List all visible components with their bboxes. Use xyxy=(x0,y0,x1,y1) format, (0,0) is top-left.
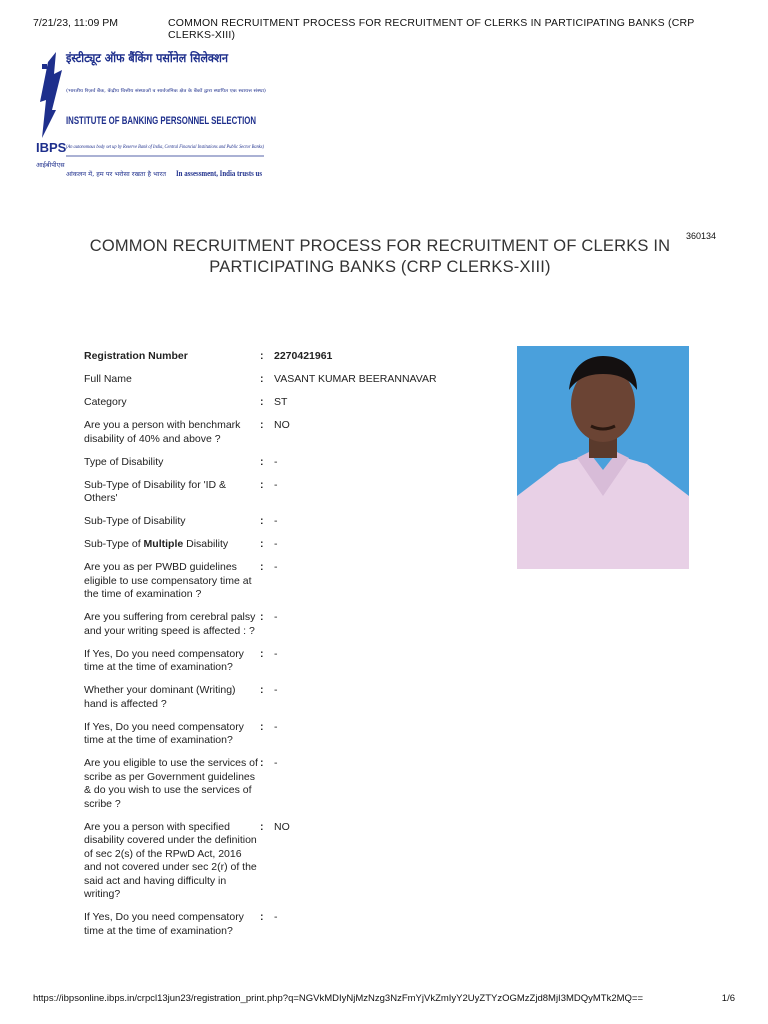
field-value: - xyxy=(274,684,278,696)
field-value: - xyxy=(274,757,278,769)
field-compensatory-time-3 xyxy=(84,911,484,938)
field-label: Type of Disability xyxy=(84,455,164,468)
field-value: VASANT KUMAR BEERANNAVAR xyxy=(274,373,437,385)
field-value: - xyxy=(274,478,278,491)
field-label: Full Name xyxy=(84,373,132,385)
field-label xyxy=(84,538,260,552)
page-url: https://ibpsonline.ibps.in/crpcl13jun23/registration_print.php?q=NGVkMDIyNjMzNzg3NzFmYjVkZmIyY2UyZTYzOGMzZjd8MjI3MDQyMTk2MQ== xyxy=(33,993,644,1004)
field-colon: : xyxy=(260,911,264,923)
field-colon: : xyxy=(260,538,264,550)
field-colon: : xyxy=(260,515,264,527)
field-value: - xyxy=(274,538,278,550)
field-subtype-id-others xyxy=(84,479,484,506)
field-label: If Yes, Do you need compensatory time at the time of examination? xyxy=(84,720,244,746)
field-specified-disability xyxy=(84,821,484,902)
field-colon: : xyxy=(260,373,264,385)
field-scribe-services xyxy=(84,757,484,811)
field-colon: : xyxy=(260,419,264,431)
field-category xyxy=(84,396,484,410)
field-colon: : xyxy=(260,820,264,833)
field-colon: : xyxy=(260,561,264,573)
field-cerebral-palsy xyxy=(84,611,484,638)
label-suffix: Disability xyxy=(183,538,229,550)
field-value: NO xyxy=(274,419,290,431)
print-title: COMMON RECRUITMENT PROCESS FOR RECRUITMENT OF CLERKS IN PARTICIPATING BANKS (CRP CLERKS-XIII) xyxy=(168,17,695,41)
logo-hindi-abbr: आईबीपीएस xyxy=(36,161,65,169)
field-colon: : xyxy=(260,684,264,696)
field-label: Sub-Type of Disability for 'ID & Others' xyxy=(84,478,227,504)
logo-hindi-tagline: आंकलन में, हम पर भरोसा रखता है भारत xyxy=(66,171,157,178)
field-value: NO xyxy=(274,820,290,833)
logo-english-tagline: In assessment, India trusts us xyxy=(176,169,262,178)
field-colon: : xyxy=(260,350,264,362)
field-value: ST xyxy=(274,396,288,408)
label-prefix: Sub-Type of xyxy=(84,538,144,550)
logo-hindi-sub: (भारतीय रिज़र्व बैंक, केंद्रीय वित्तीय संस्थाओं व सार्वजनिक क्षेत्र के बैंकों द्वारा स्थापित एक स्वायत्त संस्था) xyxy=(66,89,227,94)
field-label: Category xyxy=(84,396,127,408)
field-label: Registration Number xyxy=(84,350,188,362)
field-benchmark-disability xyxy=(84,419,484,446)
field-label: Are you a person with specified disability covered under the definition of sec 2(s) of the RPwD Act, 2016 and not covered under sec 2(r) of the said act and having difficulty in writing? xyxy=(84,820,257,900)
candidate-photo xyxy=(517,346,689,569)
field-colon: : xyxy=(260,455,264,468)
field-colon: : xyxy=(260,478,264,491)
field-colon: : xyxy=(260,611,264,623)
page-title: COMMON RECRUITMENT PROCESS FOR RECRUITMENT OF CLERKS IN PARTICIPATING BANKS (CRP CLERKS-XIII) xyxy=(89,237,671,276)
field-colon: : xyxy=(260,757,264,769)
field-value: - xyxy=(274,647,278,660)
field-value: - xyxy=(274,611,278,623)
registration-details xyxy=(84,350,484,948)
page-number: 1/6 xyxy=(721,993,735,1004)
ibps-logo xyxy=(34,40,316,190)
logo-mark-text: IBPS xyxy=(36,140,67,155)
field-subtype-of-disability xyxy=(84,515,484,529)
field-dominant-hand xyxy=(84,684,484,711)
field-colon: : xyxy=(260,396,264,408)
field-full-name xyxy=(84,373,484,387)
field-compensatory-time-1 xyxy=(84,648,484,675)
field-label: Sub-Type of Disability xyxy=(84,515,186,527)
print-date-time: 7/21/23, 11:09 PM xyxy=(33,17,119,29)
logo-english-name: INSTITUTE OF BANKING PERSONNEL SELECTION xyxy=(66,115,257,127)
field-value: - xyxy=(274,720,278,733)
field-value: - xyxy=(274,515,278,527)
field-colon: : xyxy=(260,720,264,733)
field-compensatory-time-2 xyxy=(84,721,484,748)
document-number: 360134 xyxy=(686,231,717,241)
field-label: Are you a person with benchmark disability of 40% and above ? xyxy=(84,419,241,445)
field-value: 2270421961 xyxy=(274,350,333,362)
field-value: - xyxy=(274,455,278,468)
field-label: Whether your dominant (Writing) hand is affected ? xyxy=(84,684,236,710)
field-colon: : xyxy=(260,647,264,660)
label-emphasis: Multiple xyxy=(143,538,184,550)
field-type-of-disability xyxy=(84,456,484,470)
field-pwbd-compensatory-time xyxy=(84,561,484,602)
field-value: - xyxy=(274,561,278,573)
field-label: If Yes, Do you need compensatory time at the time of examination? xyxy=(84,647,244,673)
field-subtype-multiple xyxy=(84,538,484,552)
field-value: - xyxy=(274,911,278,923)
field-label: If Yes, Do you need compensatory time at the time of examination? xyxy=(84,911,244,937)
field-label: Are you suffering from cerebral palsy and your writing speed is affected : ? xyxy=(84,611,256,637)
field-registration-number xyxy=(84,350,484,364)
field-label: Are you as per PWBD guidelines eligible to use compensatory time at the time of examination ? xyxy=(84,561,252,600)
logo-english-sub: (An autonomous body set up by Reserve Bank of India, Central Financial Institutions and Public Sector Banks) xyxy=(66,144,316,150)
field-label: Are you eligible to use the services of scribe as per Government guidelines & do you wish to use the services of scribe ? xyxy=(84,757,258,810)
logo-hindi-name: इंस्टीट्यूट ऑफ बैंकिंग पर्सोनेल सिलेक्शन xyxy=(66,51,243,65)
